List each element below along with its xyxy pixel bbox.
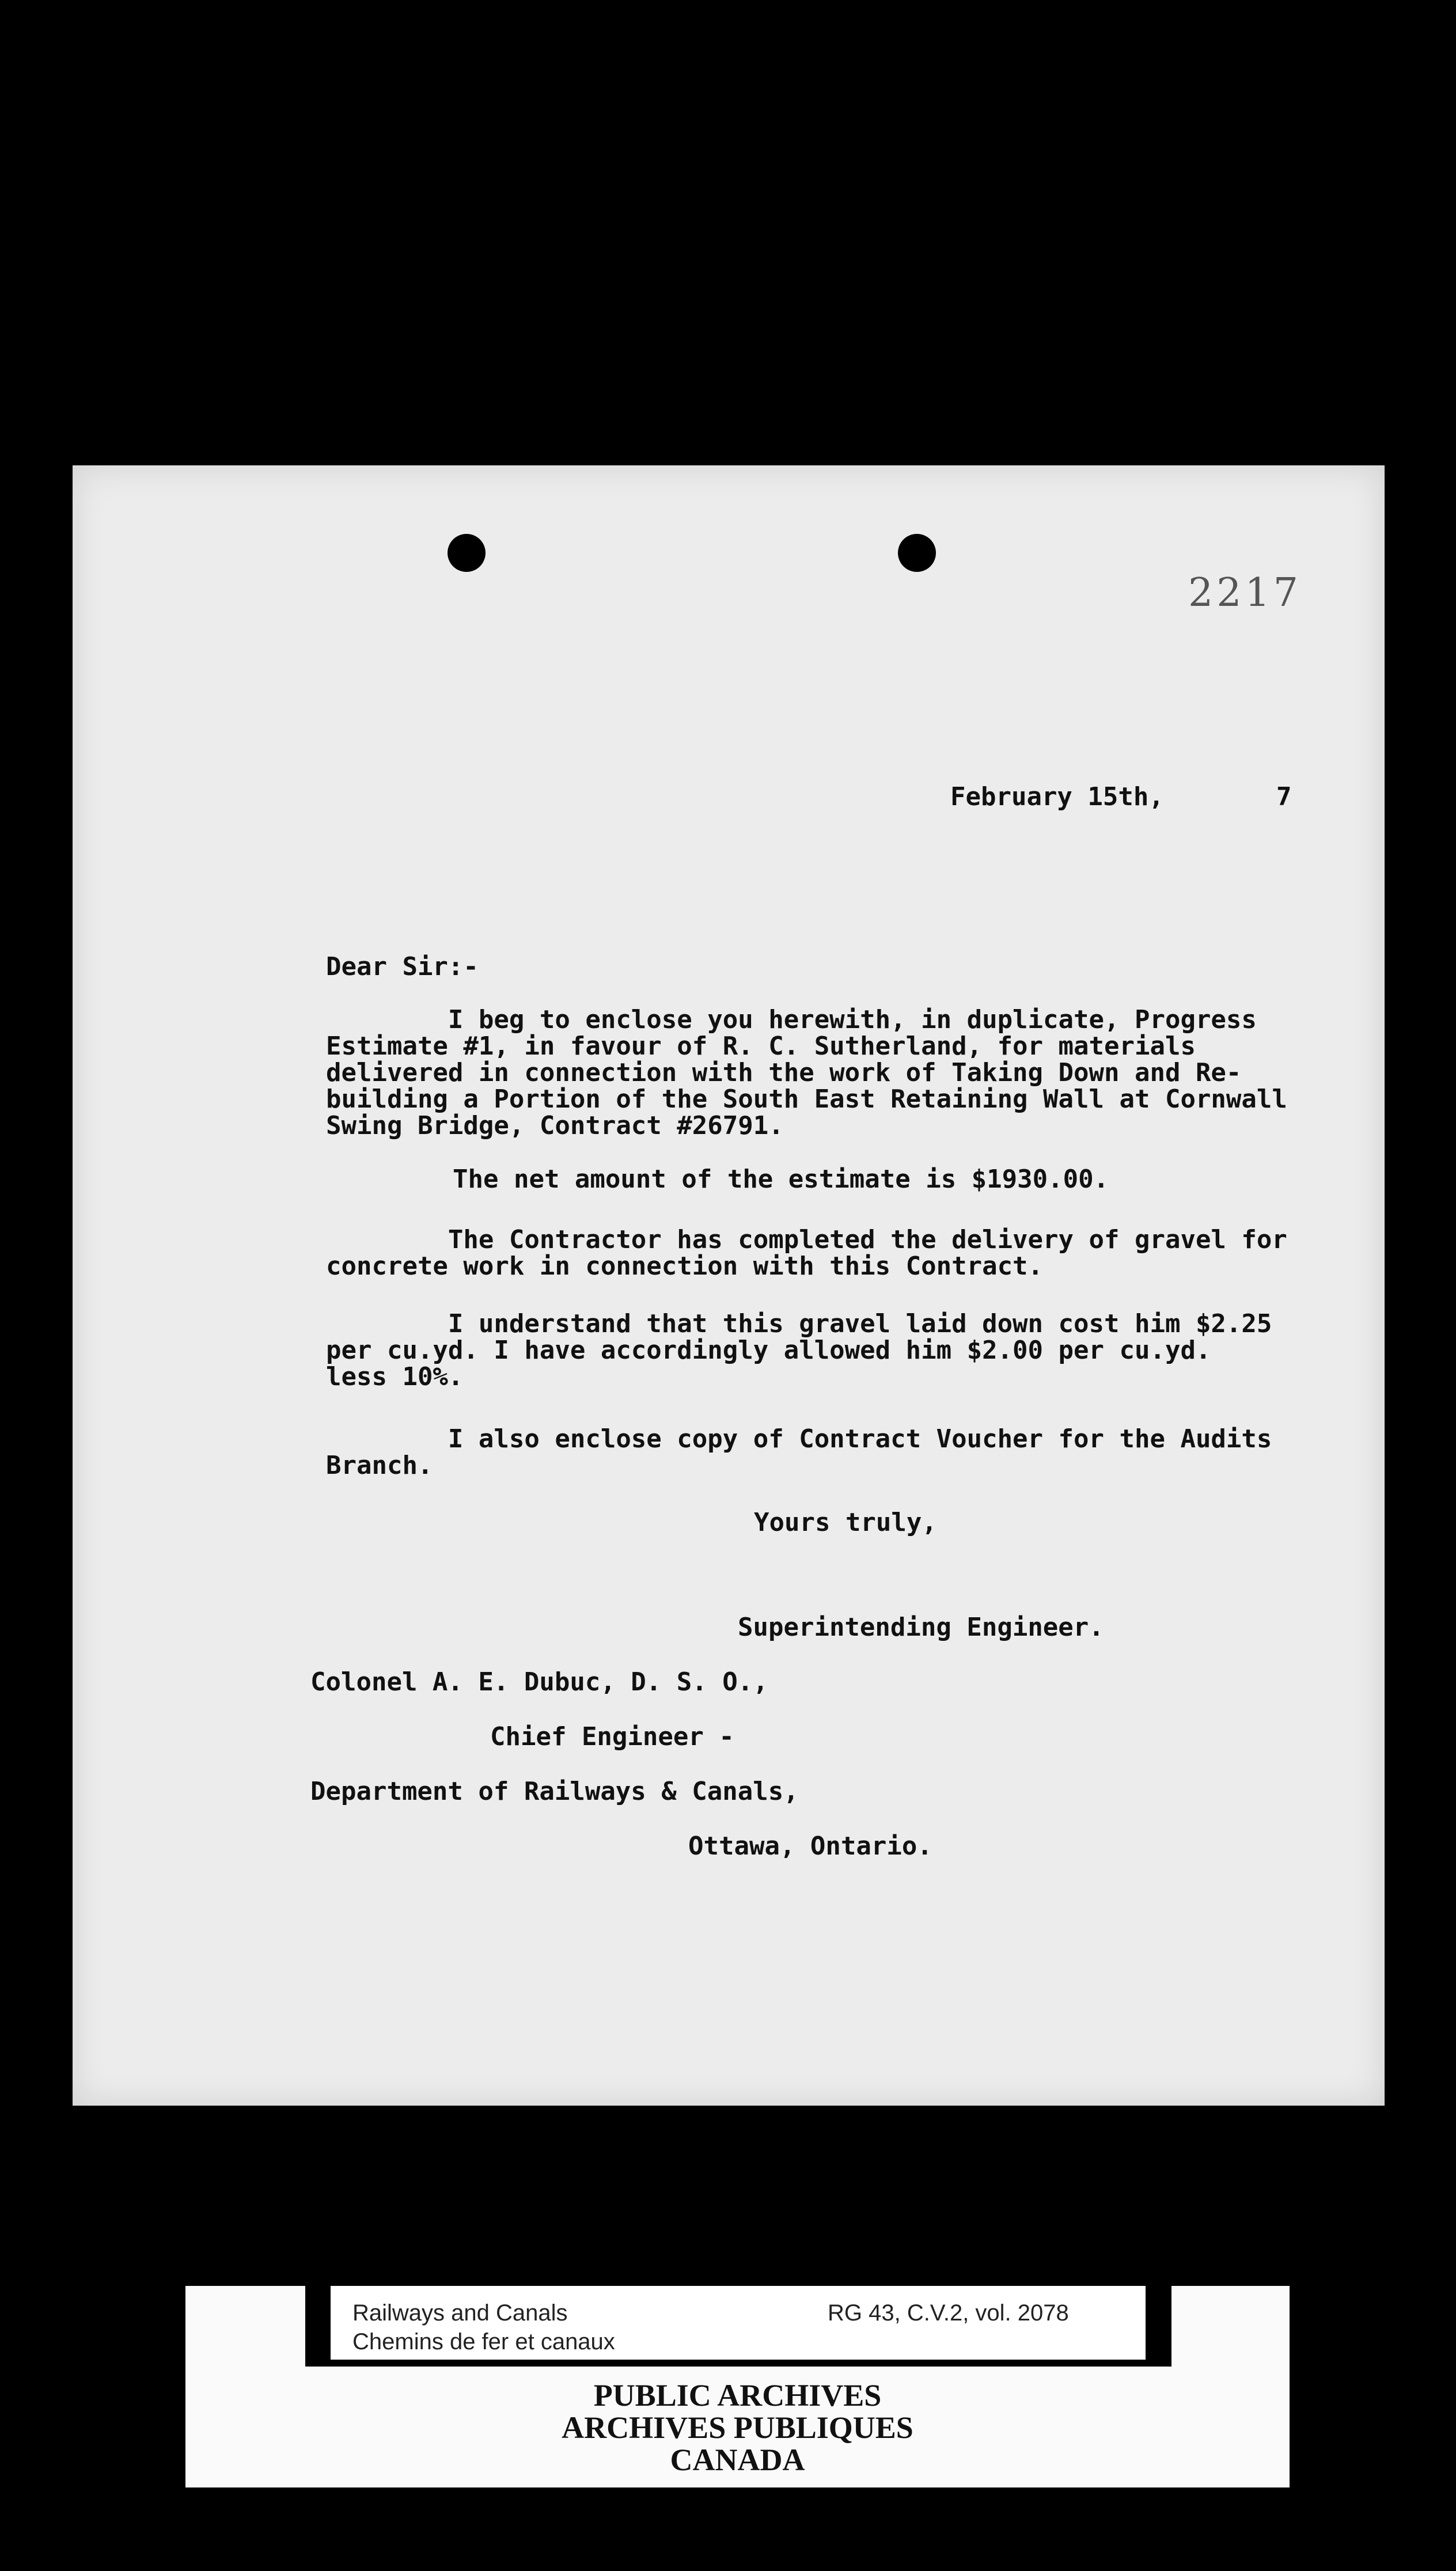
- address-title: Chief Engineer -: [490, 1722, 734, 1751]
- label-fonds: [352, 2299, 615, 2356]
- label-fonds-en: Railways and Canals: [352, 2300, 568, 2326]
- paragraph-net-amount: The net amount of the estimate is $1930.00.: [453, 1165, 1109, 1194]
- address-department: Department of Railways & Canals,: [310, 1777, 799, 1806]
- archive-label: [185, 2286, 1290, 2487]
- address-city: Ottawa, Ontario.: [688, 1831, 932, 1861]
- label-reference: RG 43, C.V.2, vol. 2078: [828, 2300, 1069, 2326]
- salutation: Dear Sir:-: [326, 952, 479, 981]
- punch-hole-right: [898, 534, 936, 572]
- archives-country: CANADA: [670, 2443, 805, 2477]
- paragraph-gravel-cost: I understand that this gravel laid down cost him $2.25 per cu.yd. I have accordingly allowed him $2.00 per cu.yd. less 10%.: [326, 1309, 1272, 1391]
- archives-title-fr: ARCHIVES PUBLIQUES: [562, 2410, 913, 2445]
- closing: Yours truly,: [754, 1508, 937, 1537]
- paragraph-progress-estimate: I beg to enclose you herewith, in duplicate, Progress Estimate #1, in favour of R. C. Sutherland, for materials delivered in connection with the work of Taking Down and Re- building a Portion of the South East Retaining Wall at Cornwall Swing Bridge, Contract #26791.: [326, 1005, 1287, 1140]
- page-stamp-number: 2217: [1188, 570, 1302, 616]
- archives-title-en: PUBLIC ARCHIVES: [593, 2378, 882, 2413]
- label-fonds-fr: Chemins de fer et canaux: [352, 2329, 615, 2354]
- paragraph-voucher: I also enclose copy of Contract Voucher for the Audits Branch.: [326, 1424, 1272, 1480]
- letter-date: February 15th,: [950, 782, 1164, 812]
- letter-page: [73, 465, 1385, 2106]
- paragraph-gravel-delivery: The Contractor has completed the delivery of gravel for concrete work in connection with this Contract.: [326, 1225, 1287, 1281]
- archives-title: [185, 2379, 1290, 2476]
- signature-title: Superintending Engineer.: [738, 1613, 1104, 1642]
- address-recipient: Colonel A. E. Dubuc, D. S. O.,: [310, 1667, 768, 1697]
- punch-hole-left: [448, 534, 486, 572]
- date-mark: 7: [1276, 782, 1292, 812]
